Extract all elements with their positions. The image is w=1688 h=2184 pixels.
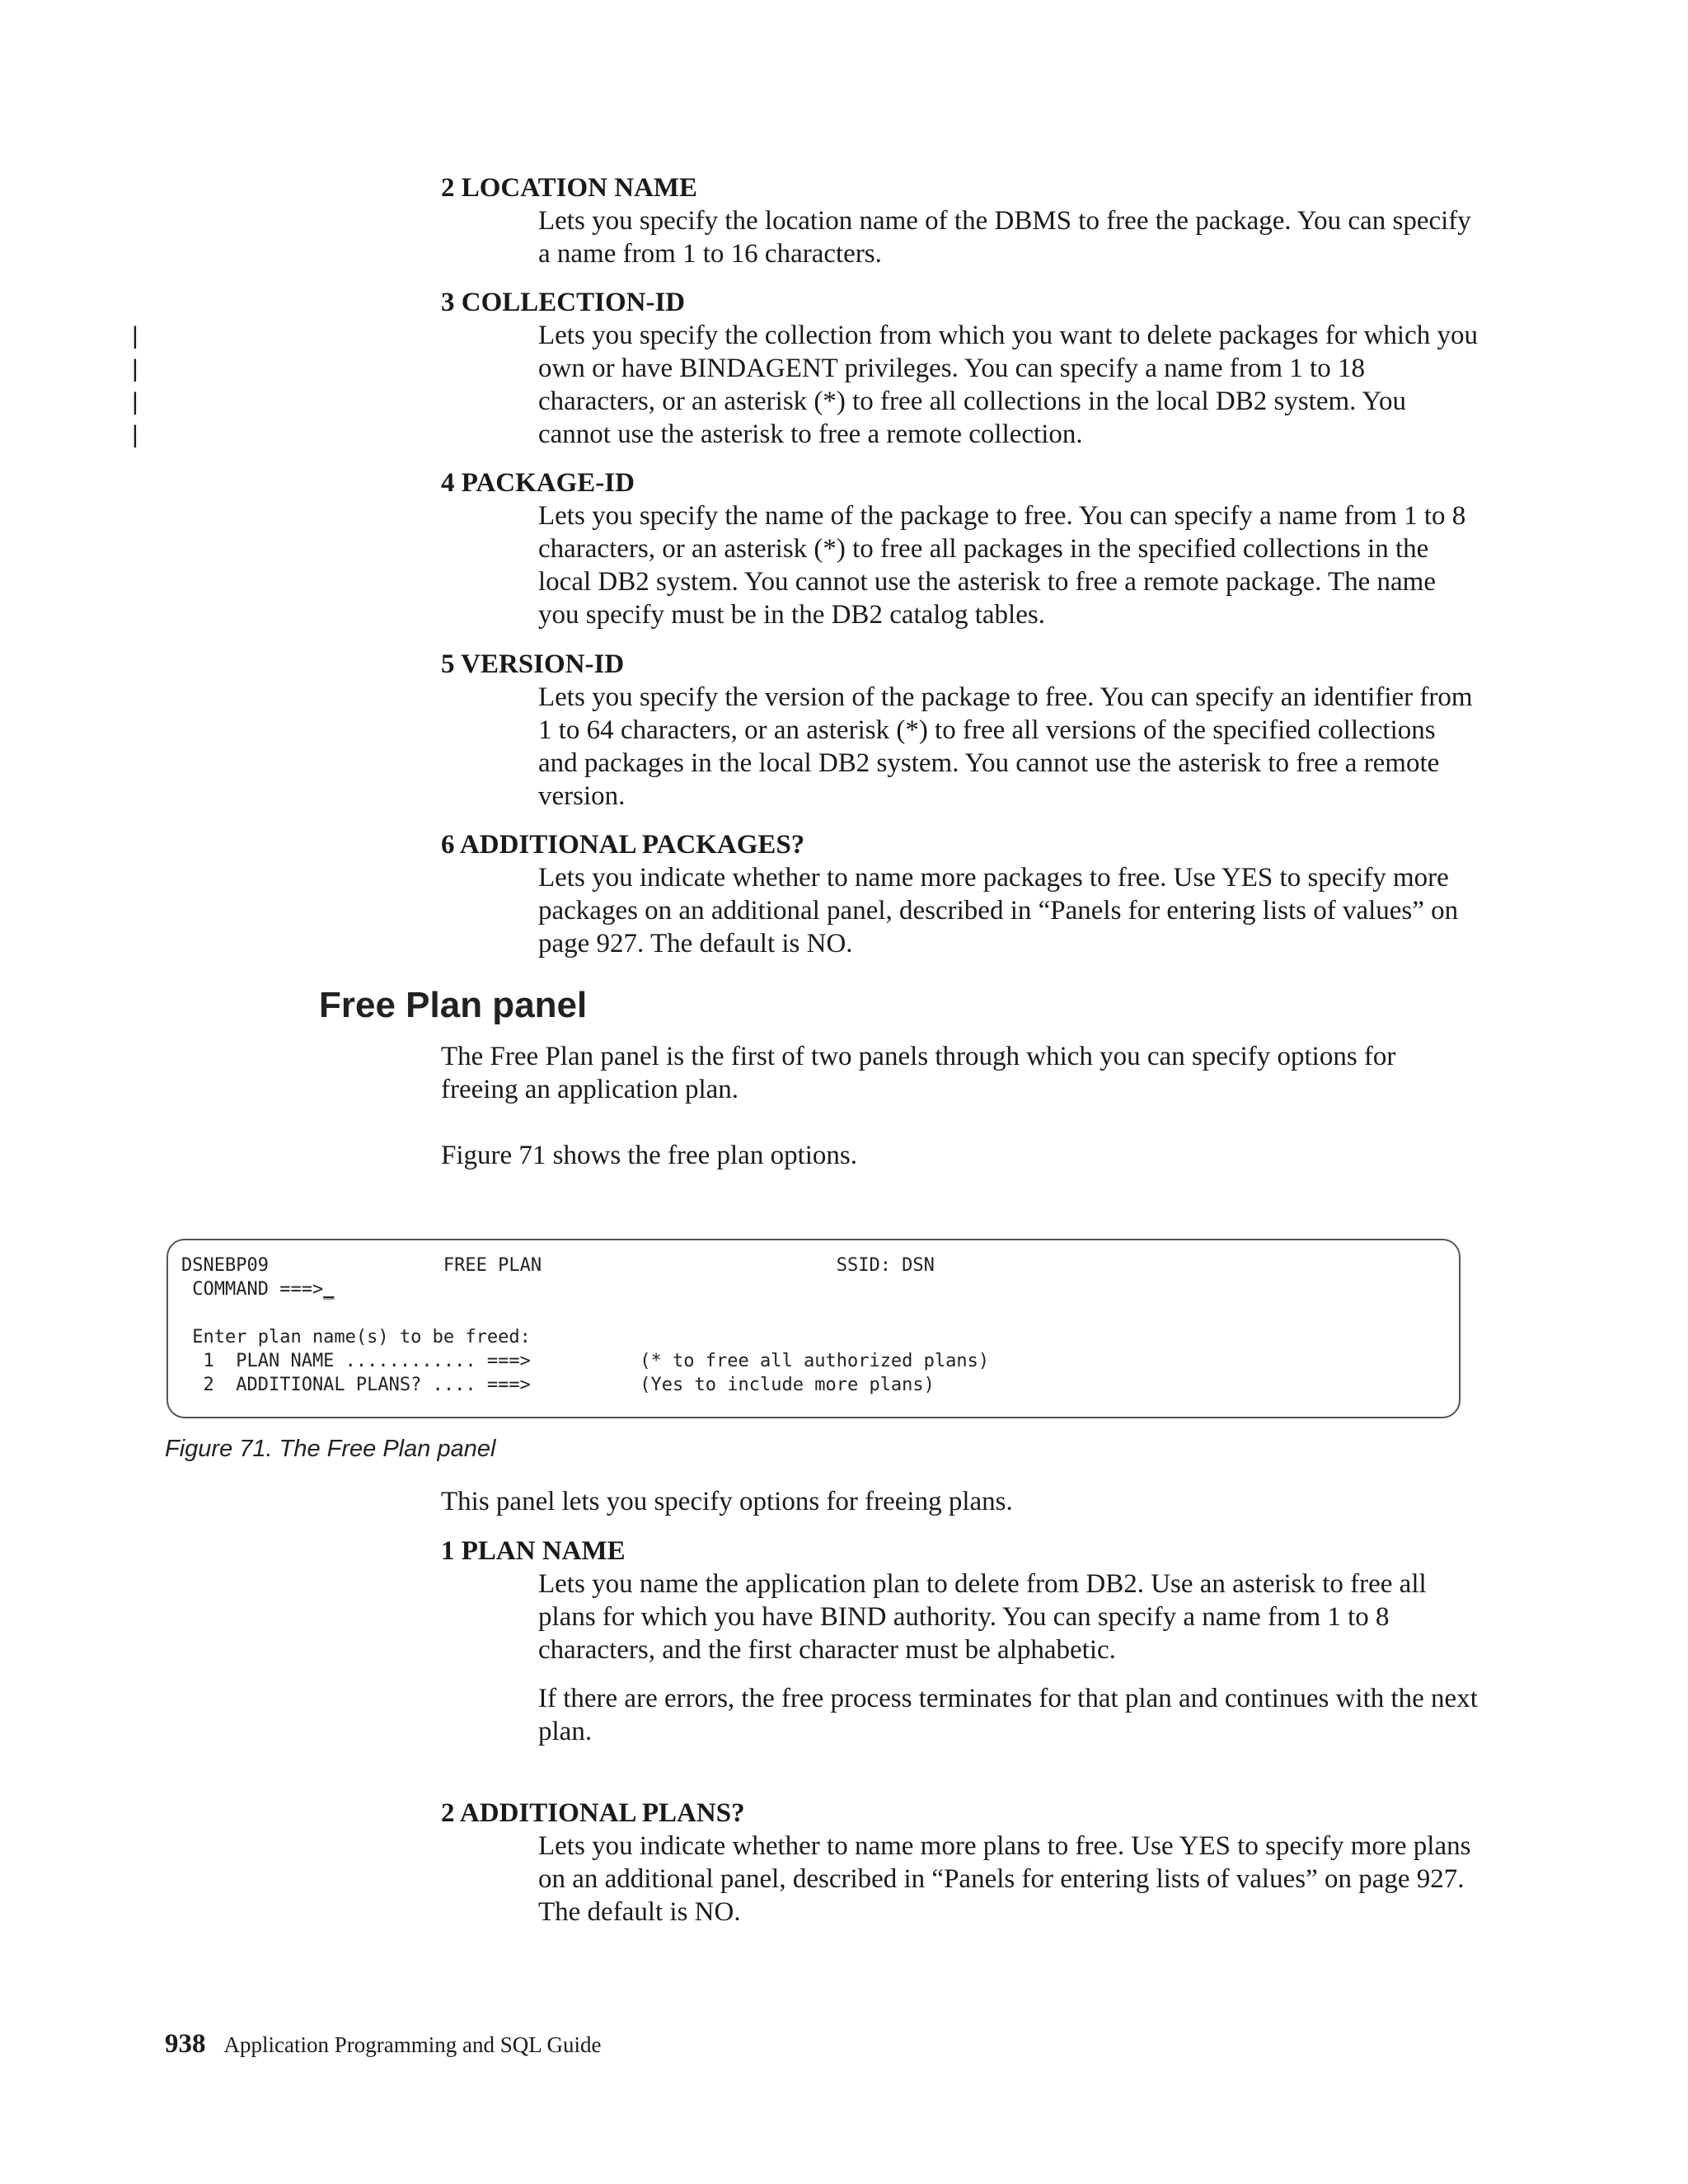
revision-bar: |: [132, 388, 138, 415]
panel-additional-plans-line: 2 ADDITIONAL PLANS? .... ===> (Yes to include more plans): [181, 1375, 935, 1395]
page-footer: [165, 2027, 601, 2061]
book-title: Application Programming and SQL Guide: [223, 2032, 602, 2057]
definition-term: 4 PACKAGE-ID: [441, 468, 635, 498]
definition-term: 5 VERSION-ID: [441, 649, 625, 679]
panel-instruction-line: Enter plan name(s) to be freed:: [181, 1327, 531, 1347]
panel-plan-name-line: 1 PLAN NAME ............ ===> (* to free all authorized plans): [181, 1351, 990, 1371]
section-heading: Free Plan panel: [319, 985, 588, 1025]
definition-description: Lets you specify the collection from which you want to delete packages for which you own or have BINDAGENT privileges. You can specify a name from 1 to 18 characters, or an asterisk (*) to free all collections in the local DB2 system. You cannot use the asterisk to free a remote collection.: [538, 321, 1478, 449]
definition-description: Lets you indicate whether to name more packages to free. Use YES to specify more packages on an additional panel, described in “Panels for entering lists of values” on page 927. The default is NO.: [538, 863, 1459, 958]
definition-plan-name: [441, 1535, 1479, 1748]
definition-collection-id: [441, 286, 1479, 451]
command-cursor: _: [323, 1279, 335, 1300]
panel-description: This panel lets you specify options for freeing plans.: [441, 1487, 1013, 1516]
definition-location-name: [441, 171, 1479, 270]
revision-bar: |: [132, 421, 138, 448]
ispf-panel-figure: [166, 1239, 1461, 1418]
revision-bar: |: [132, 355, 138, 382]
definition-additional-packages: [441, 828, 1479, 960]
definition-term: 2 ADDITIONAL PLANS?: [441, 1798, 745, 1828]
figure-caption: Figure 71. The Free Plan panel: [165, 1436, 496, 1462]
panel-header-line: DSNEBP09 FREE PLAN SSID: DSN: [181, 1255, 935, 1276]
definition-description: Lets you indicate whether to name more plans to free. Use YES to specify more plans on an additional panel, described in “Panels for entering lists of values” on page 927. The default is NO.: [538, 1831, 1471, 1927]
definition-description: Lets you specify the name of the package to free. You can specify a name from 1 to 8 characters, or an asterisk (*) to free all packages in the specified collections in the local DB2 system. You cannot use the asterisk to free a remote package. The name you specify must be in the DB2 catalog tables.: [538, 501, 1466, 630]
command-prompt: COMMAND ===>: [181, 1279, 324, 1300]
definition-package-id: [441, 466, 1479, 631]
section-intro: The Free Plan panel is the first of two panels through which you can specify options for freeing an application plan.: [441, 1042, 1396, 1104]
definition-description: Lets you specify the location name of the DBMS to free the package. You can specify a name from 1 to 16 characters.: [538, 206, 1471, 269]
revision-bar: |: [132, 322, 138, 349]
definition-term: 6 ADDITIONAL PACKAGES?: [441, 830, 805, 860]
definition-version-id: [441, 648, 1479, 813]
definition-term: 2 LOCATION NAME: [441, 173, 698, 203]
page-number: 938: [165, 2029, 206, 2059]
definition-term: 3 COLLECTION-ID: [441, 288, 686, 317]
definition-additional-plans: [441, 1797, 1479, 1929]
definition-description-extra: If there are errors, the free process terminates for that plan and continues with the next plan.: [538, 1684, 1478, 1746]
figure-reference: Figure 71 shows the free plan options.: [441, 1141, 858, 1170]
definition-description: Lets you specify the version of the package to free. You can specify an identifier from 1 to 64 characters, or an asterisk (*) to free all versions of the specified collections and packages in the local DB2 system. You cannot use the asterisk to free a remote version.: [538, 682, 1473, 811]
definition-description: Lets you name the application plan to delete from DB2. Use an asterisk to free all plans for which you have BIND authority. You can specify a name from 1 to 8 characters, and the first character must be alphabetic.: [538, 1569, 1427, 1665]
definition-term: 1 PLAN NAME: [441, 1536, 626, 1566]
panel-command-line: [181, 1277, 334, 1301]
